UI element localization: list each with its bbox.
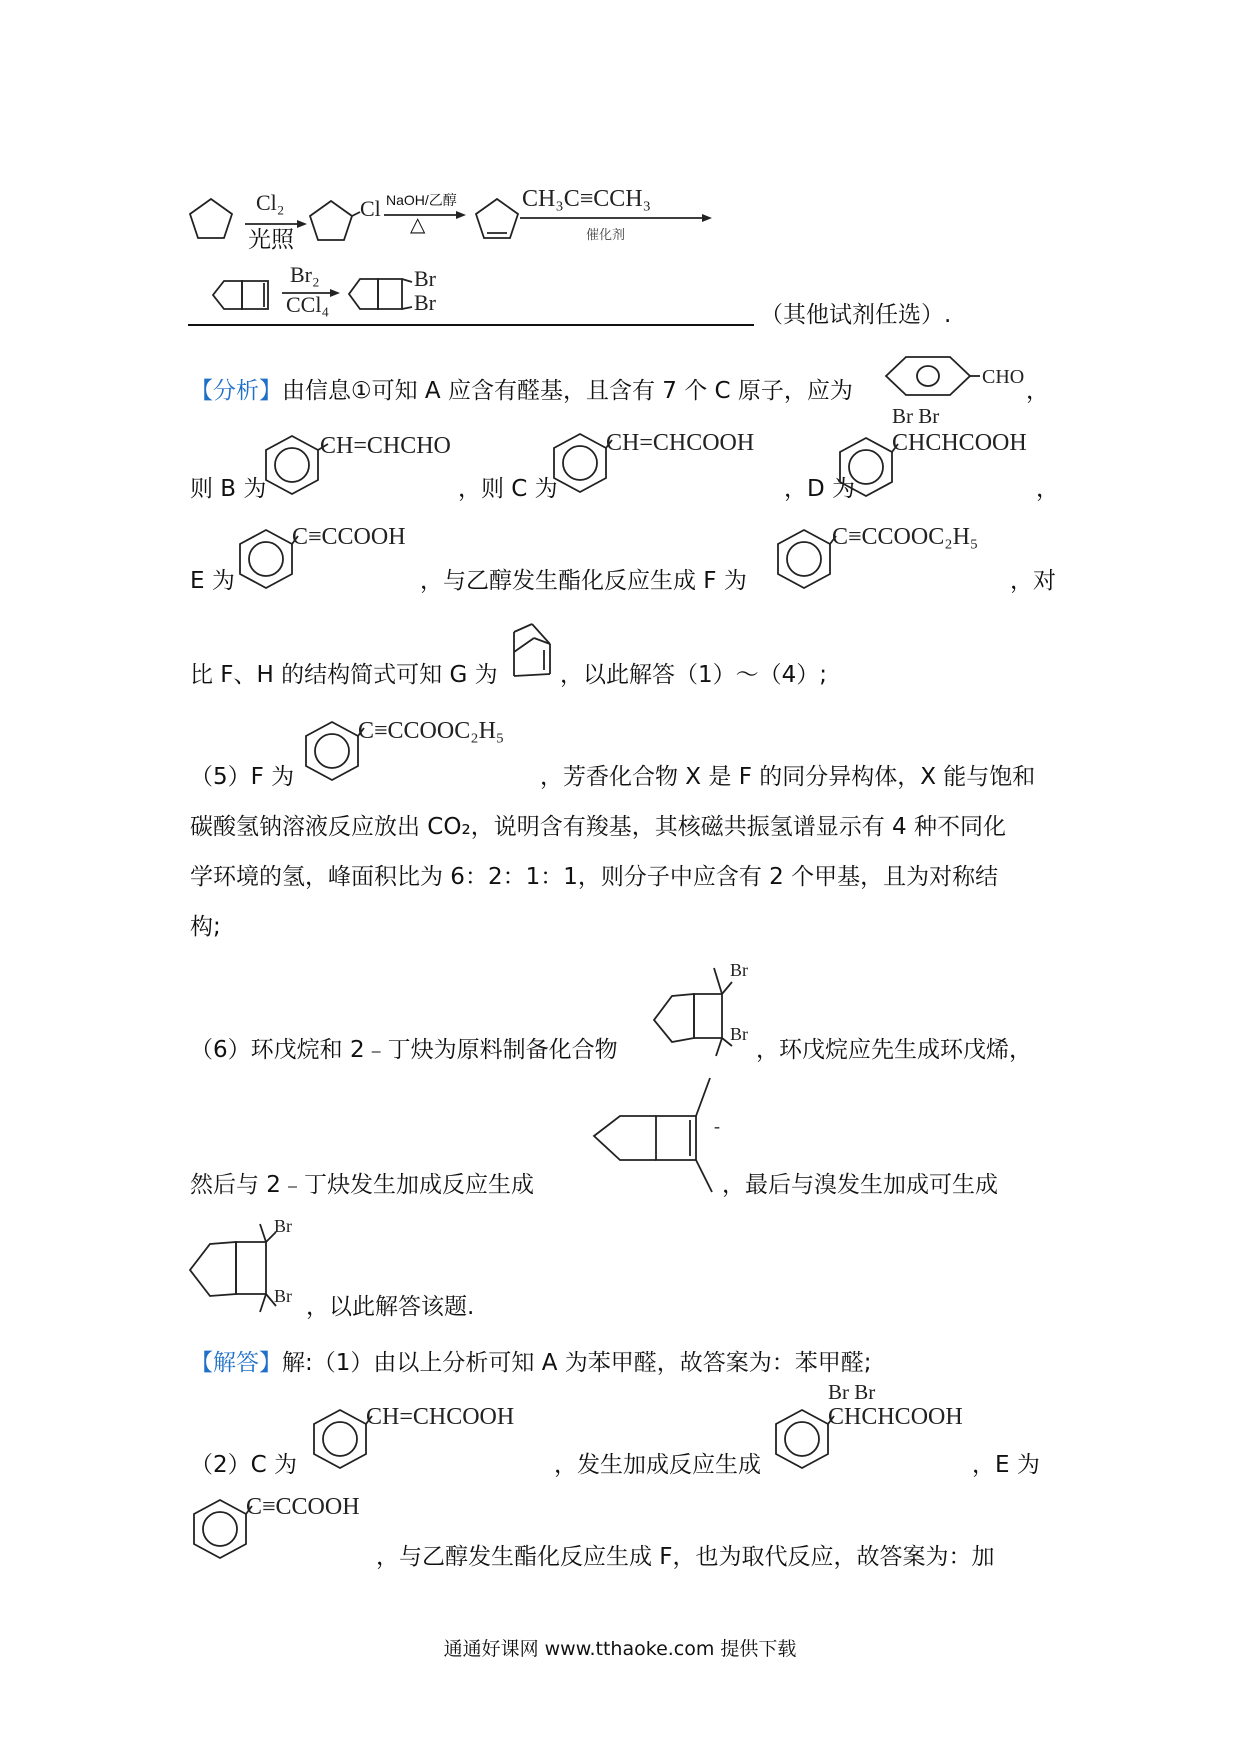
answer-line-1	[190, 1348, 872, 1378]
g-text: 比 F、H 的结构简式可知 G 为	[190, 662, 498, 688]
step2-reagent-bottom: △	[410, 212, 426, 236]
answer-blank-line	[188, 324, 754, 326]
benzene-ring-b	[262, 434, 322, 496]
d-prefix: ，D 为	[784, 476, 856, 502]
step1-reagent-top: Cl₂	[256, 190, 285, 215]
dibromo-product-structure	[346, 273, 412, 315]
chlorine-label: Cl	[360, 196, 381, 221]
f-group: C≡CCOOC₂H₅	[832, 524, 979, 550]
b-prefix: 则 B 为	[190, 476, 267, 502]
answer-c-group: CH=CHCOOH	[366, 1404, 515, 1430]
product-br-bottom: Br	[414, 290, 436, 315]
chlorocyclopentane-structure	[308, 198, 354, 244]
step2-reagent-top: NaOH/乙醇	[386, 192, 457, 208]
benzene-ring-f	[774, 528, 834, 590]
reaction-arrow-3	[520, 213, 712, 223]
b-group: CH=CHCHO	[320, 433, 451, 459]
analysis-tag: 【分析】	[190, 378, 282, 404]
product-br-top: Br	[414, 266, 436, 291]
route-note: （其他试剂任选）.	[760, 302, 952, 328]
c-group: CH=CHCOOH	[606, 430, 755, 456]
p5-prefix: （5）F 为	[190, 764, 295, 790]
page-footer: 通通好课网 www.tthaoke.com 提供下载	[443, 1638, 797, 1660]
c-prefix: ，则 C 为	[458, 476, 558, 502]
benzene-ring-p5	[302, 720, 362, 782]
analysis-line-1	[190, 376, 853, 406]
answer-p3: ，与乙醇发生酯化反应生成 F，也为取代反应，故答案为：加	[376, 1544, 995, 1570]
answer-p2-mid: ，发生加成反应生成	[554, 1452, 761, 1478]
analysis-intro: 由信息①可知 A 应含有醛基，且含有 7 个 C 原子，应为	[282, 378, 853, 404]
dibromo-dimethyl-bicyclic-structure	[648, 960, 732, 1060]
p6-br-bottom: Br	[730, 1024, 748, 1044]
d-bromine-labels: Br Br	[892, 404, 940, 428]
p8-end: ，以此解答该题.	[306, 1294, 475, 1320]
answer-p1: 解:（1）由以上分析可知 A 为苯甲醛，故答案为：苯甲醛;	[282, 1350, 872, 1376]
benzene-ring-answer-d	[772, 1408, 832, 1470]
benzene-ring-d	[836, 436, 896, 498]
answer-p2-end: ，E 为	[972, 1452, 1040, 1478]
answer-d-group: CHCHCOOH	[828, 1404, 963, 1430]
f-end: ，对	[1010, 568, 1056, 594]
p7-text: 然后与 2﹣丁炔发生加成反应生成	[190, 1172, 534, 1198]
benzene-ring-answer-e	[190, 1498, 250, 1560]
p7-end: ，最后与溴发生加成可生成	[722, 1172, 998, 1198]
bicyclo-alkene-structure	[210, 275, 272, 315]
dibromo-bicyclic-final-structure	[186, 1220, 278, 1320]
p6-br-top: Br	[730, 960, 748, 980]
cyclopentane-structure	[188, 196, 234, 242]
step4-reagent-top: Br₂	[290, 262, 320, 287]
benzene-ring-c	[550, 432, 610, 494]
step1-reagent-bottom: 光照	[248, 227, 294, 253]
p6-text: （6）环戊烷和 2﹣丁炔为原料制备化合物	[190, 1037, 618, 1063]
g-end: ，以此解答（1）～（4）;	[560, 662, 828, 688]
analysis-line1-end: ，	[1026, 378, 1049, 404]
step3-reagent-bottom: 催化剂	[586, 228, 626, 243]
p5-text1: ，芳香化合物 X 是 F 的同分异构体，X 能与饱和	[540, 764, 1036, 790]
p5-line4: 构;	[190, 914, 221, 940]
d-end: ，	[1036, 476, 1059, 502]
p7-dash: -	[714, 1116, 720, 1136]
dimethyl-bicyclo-alkene-structure	[590, 1076, 720, 1198]
benzaldehyde-structure	[884, 354, 980, 398]
answer-tag: 【解答】	[190, 1350, 282, 1376]
step3-reagent-top: CH₃C≡CCH₃	[522, 186, 651, 212]
p5-line3: 学环境的氢，峰面积比为 6：2：1：1，则分子中应含有 2 个甲基，且为对称结	[190, 864, 999, 890]
step4-reagent-bottom: CCl₄	[286, 292, 330, 317]
d-group: CHCHCOOH	[892, 430, 1027, 456]
e-mid: ，与乙醇发生酯化反应生成 F 为	[420, 568, 747, 594]
p5-line2: 碳酸氢钠溶液反应放出 CO₂，说明含有羧基，其核磁共振氢谱显示有 4 种不同化	[190, 814, 1006, 840]
p8-br-top: Br	[274, 1216, 292, 1236]
answer-d-bromine-labels: Br Br	[828, 1380, 876, 1404]
aldehyde-group: CHO	[982, 366, 1025, 388]
p8-br-bottom: Br	[274, 1286, 292, 1306]
cyclopentene-structure	[474, 196, 520, 242]
benzene-ring-e	[236, 528, 296, 590]
norbornadiene-structure	[510, 622, 556, 682]
answer-p2-prefix: （2）C 为	[190, 1452, 298, 1478]
benzene-ring-answer-c	[310, 1408, 370, 1470]
p6-end: ，环戊烷应先生成环戊烯，	[756, 1037, 1032, 1063]
p5-group: C≡CCOOC₂H₅	[358, 718, 505, 744]
e-group: C≡CCOOH	[292, 524, 406, 550]
e-prefix: E 为	[190, 568, 235, 594]
answer-e-group: C≡CCOOH	[246, 1494, 360, 1520]
